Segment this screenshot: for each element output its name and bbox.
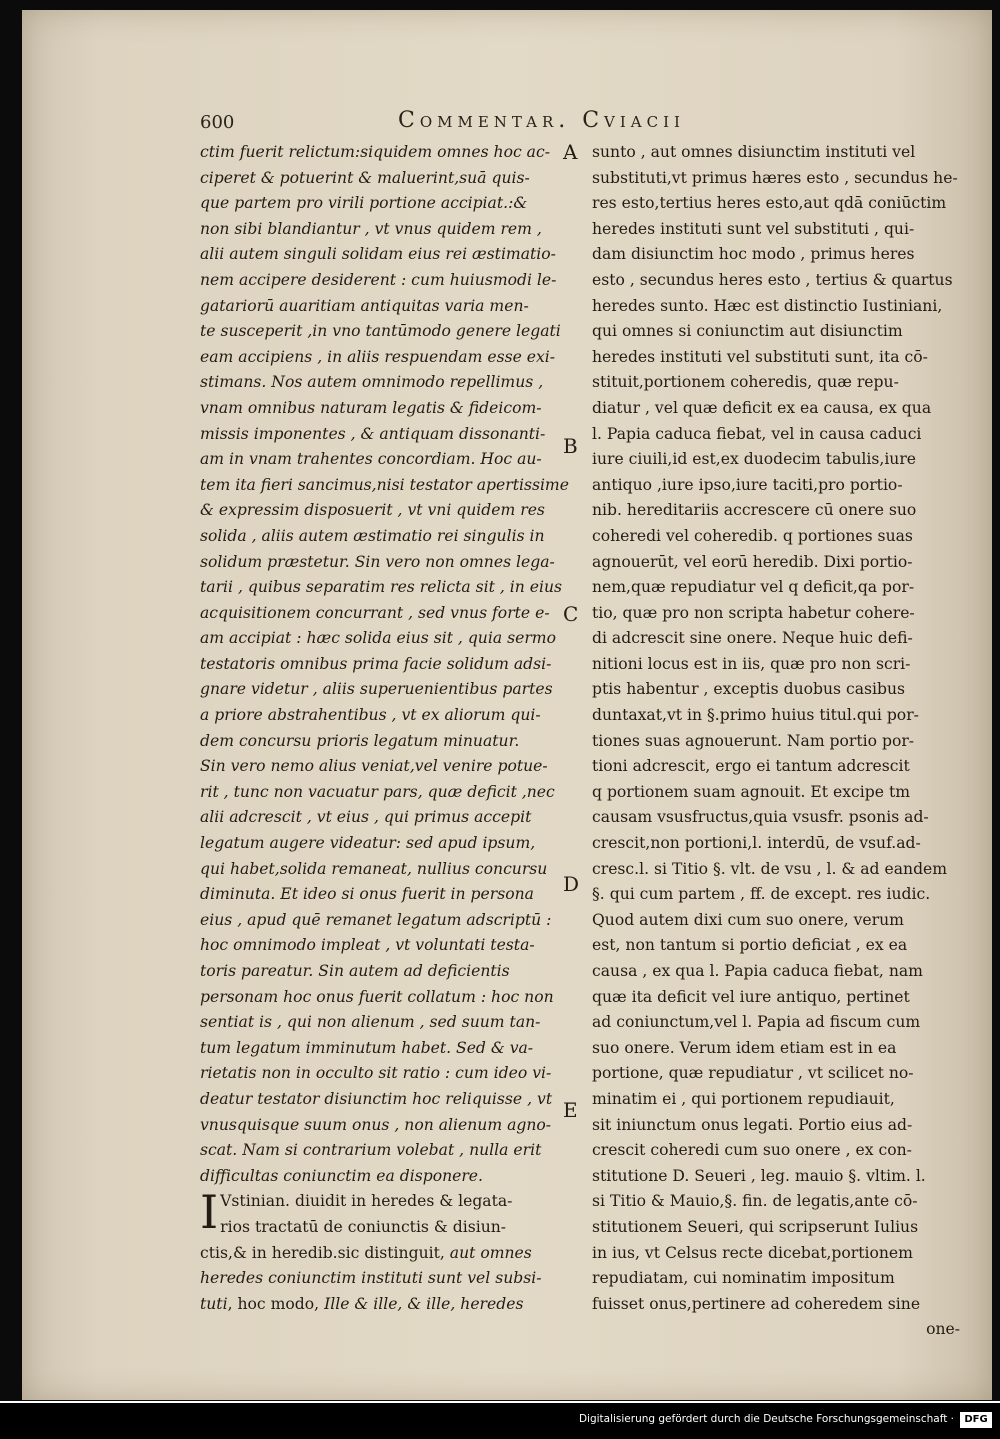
page-number: 600 (200, 112, 235, 133)
text-line: missis imponentes , & antiquam dissonanti- (200, 424, 546, 443)
text-line: crescit,non portioni,l. interdū, de vsuf.ad- (592, 834, 921, 853)
text-line: personam hoc onus fuerit collatum : hoc non (200, 987, 554, 1006)
text-line: esto , secundus heres esto , tertius & quartus (592, 270, 953, 289)
page-header (178, 108, 978, 138)
commentary-paragraph (200, 1185, 572, 1317)
text-line: eam accipiens , in aliis respuendam esse exi- (200, 347, 556, 366)
text-line (200, 1292, 572, 1318)
text-line: Sin vero nemo alius veniat,vel venire potue- (200, 757, 548, 776)
text-line (200, 1241, 572, 1267)
text-line: quæ ita deficit vel iure antiquo, pertinet (592, 987, 910, 1006)
text-line: sunto , aut omnes disiunctim instituti vel (592, 143, 916, 161)
text-line: q portionem suam agnouit. Et excipe tm (592, 782, 910, 801)
text-line: gatariorū auaritiam antiquitas varia men- (200, 296, 529, 315)
margin-letter-a: A (563, 140, 578, 164)
text-line: portione, quæ repudiatur , vt scilicet no- (592, 1064, 914, 1083)
text-line: rit , tunc non vacuatur pars, quæ deficit ,nec (200, 782, 555, 801)
text-line: solidum præstetur. Sin vero non omnes lega- (200, 552, 555, 571)
text-line: ptis habentur , exceptis duobus casibus (592, 680, 906, 699)
text-line: heredes instituti vel substituti sunt, ita cō- (592, 347, 928, 366)
text-line: heredes coniunctim instituti sunt vel subsi- (200, 1269, 542, 1288)
text-line: tum legatum imminutum habet. Sed & va- (200, 1038, 534, 1057)
text-line: rios tractatū de coniunctis & disiun- (220, 1217, 507, 1236)
text-line: causam vsusfructus,quia vsusfr. psonis ad- (592, 808, 929, 827)
text-line: tiones suas agnouerunt. Nam portio por- (592, 731, 915, 750)
text-line: minatim ei , qui portionem repudiauit, (592, 1089, 895, 1108)
text-line: substituti,vt primus hæres esto , secundus he- (592, 168, 958, 187)
text-line: eius , apud quē remanet legatum adscriptū : (200, 910, 552, 929)
text-span: Ille & ille, & ille, heredes (324, 1294, 524, 1313)
text-line: dem concursu prioris legatum minuatur. (200, 731, 520, 750)
text-span: ctis,& in heredib.sic distinguit, (200, 1243, 450, 1262)
text-line: tio, quæ pro non scripta habetur cohere- (592, 603, 915, 622)
text-line: causa , ex qua l. Papia caduca fiebat, nam (592, 962, 923, 980)
text-span: tuti (200, 1294, 228, 1313)
text-line: l. Papia caduca fiebat, vel in causa caduci (592, 424, 922, 443)
text-line: heredes instituti sunt vel substituti , qui- (592, 219, 915, 238)
margin-letter-c: C (563, 602, 579, 626)
text-line: stitutionem Seueri, qui scripserunt Iulius (592, 1217, 919, 1236)
text-line: vnusquisque suum onus , non alienum agno- (200, 1115, 552, 1134)
text-line: qui omnes si coniunctim aut disiunctim (592, 322, 903, 341)
text-line: tem ita fieri sancimus,nisi testator apertissime (200, 475, 569, 494)
dfg-logo-icon: DFG (960, 1412, 992, 1428)
text-line: diminuta. Et ideo si onus fuerit in persona (200, 885, 534, 904)
text-line: gnare videtur , aliis superuenientibus partes (200, 680, 553, 699)
text-span: , hoc modo, (227, 1294, 325, 1313)
text-line: duntaxat,vt in §.primo huius titul.qui por- (592, 706, 919, 725)
text-line: suo onere. Verum idem etiam est in ea (592, 1038, 897, 1057)
text-line: di adcrescit sine onere. Neque huic defi- (592, 629, 913, 648)
text-line: qui habet,solida remaneat, nullius concursu (200, 859, 548, 878)
text-line: heredes sunto. Hæc est distinctio Iustiniani, (592, 296, 943, 315)
text-line: nib. hereditariis accrescere cū onere suo (592, 501, 917, 520)
text-line: acquisitionem concurrant , sed vnus forte e- (200, 603, 550, 622)
text-line: ciperet & potuerint & maluerint,suā quis- (200, 168, 530, 187)
text-line: ctim fuerit relictum:siquidem omnes hoc ac- (200, 143, 550, 161)
text-line: am in vnam trahentes concordiam. Hoc au- (200, 450, 542, 469)
text-line: agnouerūt, vel eorū heredib. Dixi portio- (592, 552, 913, 571)
text-line: fuisset onus,pertinere ad coheredem sine (592, 1294, 921, 1313)
text-line: iure ciuili,id est,ex duodecim tabulis,iure (592, 450, 917, 469)
text-line: toris pareatur. Sin autem ad deficientis (200, 962, 510, 980)
text-line: hoc omnimodo impleat , vt voluntati testa- (200, 936, 535, 955)
text-line: tarii , quibus separatim res relicta sit , in eius (200, 578, 563, 597)
drop-cap: I (200, 1185, 219, 1240)
text-line: deatur testator disiunctim hoc reliquisse , vt (200, 1089, 553, 1108)
text-line: stitutione D. Seueri , leg. mauio §. vltim. l. (592, 1166, 926, 1185)
text-line: vnam omnibus naturam legatis & fideicom- (200, 398, 542, 417)
running-head: Commentar. Cviacii (398, 108, 685, 133)
catchword: one- (926, 1320, 960, 1339)
footer-bar (0, 1401, 1000, 1439)
text-line: coheredi vel coheredib. q portiones suas (592, 526, 913, 545)
text-line: crescit coheredi cum suo onere , ex con- (592, 1141, 912, 1160)
left-column (200, 140, 572, 1317)
margin-letter-e: E (563, 1098, 578, 1122)
text-line: si Titio & Mauio,§. fin. de legatis,ante cō- (592, 1192, 918, 1211)
text-line: antiquo ,iure ipso,iure taciti,pro portio- (592, 475, 903, 494)
text-line: rietatis non in occulto sit ratio : cum ideo vi- (200, 1064, 552, 1083)
text-line: ad coniunctum,vel l. Papia ad fiscum cum (592, 1013, 921, 1032)
text-line: res esto,tertius heres esto,aut qdā coniūctim (592, 194, 947, 213)
text-span: aut omnes (449, 1243, 532, 1262)
text-line: alii adcrescit , vt eius , qui primus accepit (200, 808, 532, 827)
text-line: nem,quæ repudiatur vel q deficit,qa por- (592, 578, 915, 597)
text-line: stimans. Nos autem omnimodo repellimus , (200, 373, 544, 392)
text-line: tioni adcrescit, ergo ei tantum adcrescit (592, 757, 910, 776)
text-line: cresc.l. si Titio §. vlt. de vsu , l. & ad eandem (592, 859, 948, 878)
right-column (592, 140, 960, 1343)
margin-letter-b: B (563, 434, 578, 458)
text-line: sit iniunctum onus legati. Portio eius ad- (592, 1115, 913, 1134)
text-line: nem accipere desiderent : cum huiusmodi le- (200, 270, 557, 289)
text-line: §. qui cum partem , ff. de except. res iudic. (592, 885, 931, 904)
text-line: te susceperit ,in vno tantūmodo genere legati (200, 322, 561, 341)
text-line: & expressim disposuerit , vt vni quidem res (200, 501, 545, 520)
text-line: stituit,portionem coheredis, quæ repu- (592, 373, 899, 392)
text-line: legatum augere videatur: sed apud ipsum, (200, 834, 536, 853)
text-line: sentiat is , qui non alienum , sed suum tan- (200, 1013, 541, 1032)
text-line: non sibi blandiantur , vt vnus quidem rem , (200, 219, 542, 238)
text-line: a priore abstrahentibus , vt ex aliorum qui- (200, 706, 541, 725)
text-line: repudiatam, cui nominatim impositum (592, 1269, 895, 1288)
text-line: scat. Nam si contrarium volebat , nulla erit (200, 1141, 542, 1160)
text-line: Vstinian. diuidit in heredes & legata- (220, 1192, 513, 1211)
text-line: alii autem singuli solidam eius rei æstimatio- (200, 245, 556, 264)
text-line: nitioni locus est in iis, quæ pro non scri- (592, 654, 911, 673)
text-line: diatur , vel quæ deficit ex ea causa, ex qua (592, 398, 932, 417)
text-line: est, non tantum si portio deficiat , ex ea (592, 936, 908, 955)
text-line: solida , aliis autem æstimatio rei singulis in (200, 526, 545, 545)
text-line: difficultas coniunctim ea disponere. (200, 1166, 483, 1185)
text-line: testatoris omnibus prima facie solidum adsi- (200, 654, 552, 673)
text-line: Quod autem dixi cum suo onere, verum (592, 910, 904, 929)
text-line: am accipiat : hæc solida eius sit , quia sermo (200, 629, 556, 648)
margin-letter-d: D (563, 872, 580, 896)
text-line: dam disiunctim hoc modo , primus heres (592, 245, 915, 264)
text-line: in ius, vt Celsus recte dicebat,portionem (592, 1243, 913, 1262)
text-line: que partem pro virili portione accipiat.:& (200, 194, 528, 213)
funding-notice: Digitalisierung gefördert durch die Deutsche Forschungsgemeinschaft · (578, 1413, 954, 1425)
